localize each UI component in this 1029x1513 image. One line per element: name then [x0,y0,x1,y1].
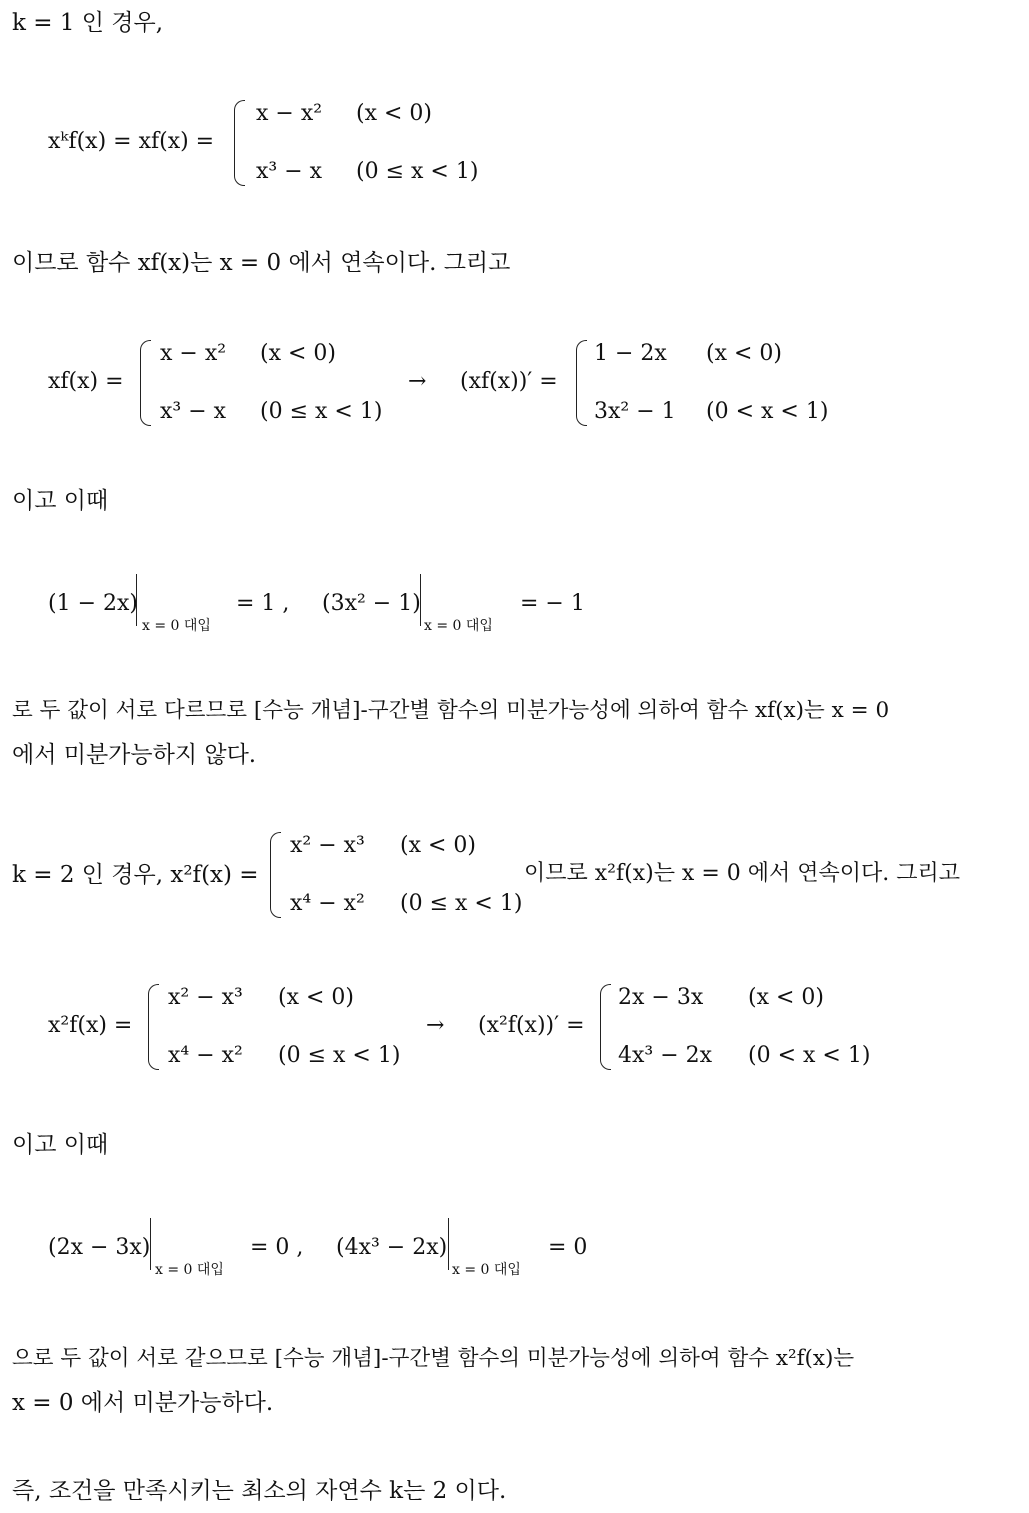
case2-d-brace [600,984,611,1070]
case1-deriv-top-cond: (x < 0) [260,341,336,366]
case2-d-bot-expr: 4x³ − 2x [618,1043,713,1068]
case1-eval1-expr: (1 − 2x) [48,591,138,616]
final-statement: 즉, 조건을 만족시키는 최소의 자연수 k는 2 이다. [12,1478,507,1504]
case1-arrow: → [408,369,427,394]
case1-d-brace [576,340,587,426]
case1-lhs: xᵏf(x) = xf(x) = [48,129,215,154]
case1-top-cond: (x < 0) [356,101,432,126]
case2-bot-expr: x⁴ − x² [290,891,365,916]
case2-arrow: → [426,1013,445,1038]
case1-d-bot-cond: (0 < x < 1) [706,399,829,424]
case1-eval2-val: = − 1 [520,591,585,616]
case1-d-bot-expr: 3x² − 1 [594,399,676,424]
case2-intro: k = 2 인 경우, x²f(x) = [12,862,259,888]
case2-d-top-expr: 2x − 3x [618,985,704,1010]
case2-deriv-top-expr: x² − x³ [168,985,243,1010]
case1-eval1-val: = 1 , [236,591,290,616]
case2-eval2-val: = 0 [548,1235,588,1260]
case1-deriv-rhs: (xf(x))′ = [460,369,558,394]
case2-eval1-bar [150,1218,151,1270]
case1-brace [234,100,245,186]
case2-deriv-brace [148,984,159,1070]
case1-deriv-top-expr: x − x² [160,341,227,366]
case2-eval1-expr: (2x − 3x) [48,1235,151,1260]
case2-continuity: 이므로 x²f(x)는 x = 0 에서 연속이다. 그리고 [524,861,961,886]
case2-eval2-expr: (4x³ − 2x) [336,1235,448,1260]
case2-deriv-bot-cond: (0 ≤ x < 1) [278,1043,401,1068]
case1-deriv-lhs: xf(x) = [48,369,124,394]
case2-eval2-bar [448,1218,449,1270]
case2-conclusion-2: x = 0 에서 미분가능하다. [12,1390,274,1416]
case1-deriv-bot-expr: x³ − x [160,399,227,424]
case1-eval2-bar [420,574,421,626]
case1-top-expr: x − x² [256,101,323,126]
case1-eval1-sub: x = 0 대입 [142,618,211,634]
case2-top-cond: (x < 0) [400,833,476,858]
case1-d-top-expr: 1 − 2x [594,341,667,366]
case2-deriv-top-cond: (x < 0) [278,985,354,1010]
case2-eval1-val: = 0 , [250,1235,304,1260]
case2-deriv-rhs: (x²f(x))′ = [478,1013,585,1038]
case2-then: 이고 이때 [12,1132,109,1158]
case1-eval2-expr: (3x² − 1) [322,591,421,616]
case2-deriv-lhs: x²f(x) = [48,1013,133,1038]
case1-conclusion-1: 로 두 값이 서로 다르므로 [수능 개념]-구간별 함수의 미분가능성에 의하여 함수 xf(x)는 x = 0 [12,698,890,723]
case2-d-bot-cond: (0 < x < 1) [748,1043,871,1068]
case1-intro: k = 1 인 경우, [12,10,164,36]
case1-eval2-sub: x = 0 대입 [424,618,493,634]
case1-then: 이고 이때 [12,488,109,514]
case1-deriv-brace [140,340,151,426]
case1-bot-expr: x³ − x [256,159,323,184]
case2-eval1-sub: x = 0 대입 [155,1262,224,1278]
case2-d-top-cond: (x < 0) [748,985,824,1010]
case1-continuity: 이므로 함수 xf(x)는 x = 0 에서 연속이다. 그리고 [12,250,511,276]
case1-eval1-bar [136,574,137,626]
case1-deriv-bot-cond: (0 ≤ x < 1) [260,399,383,424]
case2-brace [270,832,281,918]
case2-eval2-sub: x = 0 대입 [452,1262,521,1278]
case1-bot-cond: (0 ≤ x < 1) [356,159,479,184]
case2-bot-cond: (0 ≤ x < 1) [400,891,523,916]
case1-conclusion-2: 에서 미분가능하지 않다. [12,742,257,768]
case2-deriv-bot-expr: x⁴ − x² [168,1043,243,1068]
case2-top-expr: x² − x³ [290,833,365,858]
case2-conclusion-1: 으로 두 값이 서로 같으므로 [수능 개념]-구간별 함수의 미분가능성에 의하여 함수 x²f(x)는 [12,1346,855,1371]
case1-d-top-cond: (x < 0) [706,341,782,366]
